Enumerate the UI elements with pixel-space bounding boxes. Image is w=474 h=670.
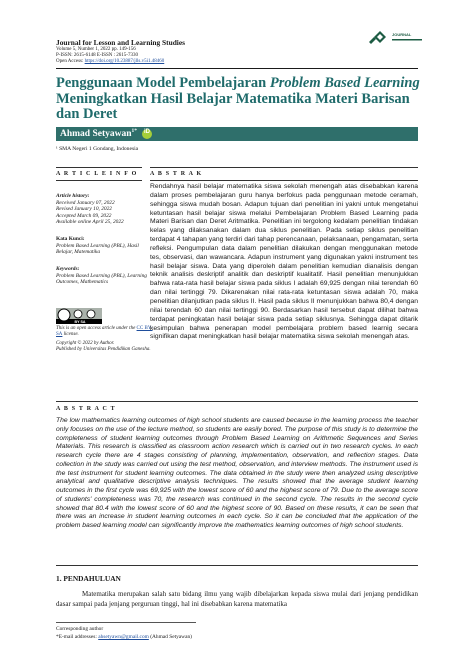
affiliation: ¹ SMA Negeri 1 Gondang, Indonesia — [56, 146, 139, 152]
keywords-label: Keywords: — [56, 266, 80, 272]
cc-badge-text: BY SA — [74, 320, 86, 324]
journal-name: Journal for Lesson and Learning Studies — [56, 38, 186, 47]
copyright-line-1: Copyright © 2022 by Author. — [56, 341, 115, 346]
license-text: This is an open access article under the — [56, 326, 137, 331]
header-divider — [56, 68, 418, 69]
issn-info: P-ISSN: 2615-6148 E-ISSN : 2615-7330 — [56, 53, 138, 58]
email-tail: (Ahmad Setyawan) — [148, 634, 192, 640]
abstract-text: The low mathematics learning outcomes of high school students are caused because in the learning process the teacher only focuses on the use of the lecture method, so students are easily bored. The purpose of this study is to determine the completeness of student learning outcomes through Problem Based Learning on Arithmetic Sequences and Series Materials. This research is classified as classroom action research which is carried out in two research cycles. In each research cycle there are 4 stages consisting of planning, implementation, observation, and reflection stages. Data collection in the study was carried out using the test method, observation, and interview methods. The instrument used is the test instrument for student learning outcomes. The data obtained in the study were then analyzed using descriptive analytical and qualitative descriptive analysis techniques. The results showed that the average student learning outcomes in the first cycle was 69,925 with the lowest score of 60 and the highest score of 79. Due to the average score of students' completeness was 70, the research was continued in the second cycle. The results in the second cycle showed that 80.4 with the lowest score of 60 and the highest score of 90. Based on these results, it can be seen that there was an increase in student learning outcomes in each cycle. So it can be concluded that the application of the problem based learning model can significantly improve the mathematics learning outcomes of high school students. — [56, 417, 418, 529]
intro-text — [56, 589, 418, 609]
received-date: Received January 07, 2022 — [56, 199, 115, 206]
open-access-line — [56, 59, 164, 65]
abstrak-rule-bottom — [150, 180, 418, 181]
title-part-1: Penggunaan Model Pembelajaran — [56, 75, 270, 91]
orcid-icon[interactable] — [142, 129, 152, 139]
copyright-line-2: Published by Universitas Pendidikan Ganesha. — [56, 347, 151, 352]
volume-info: Volume 5, Number 1, 2022 pp. 149-156 — [56, 47, 136, 52]
history-label: Article history: — [56, 193, 90, 199]
abstract-rule-top — [56, 401, 418, 402]
abstract-heading: A B S T R A C T — [56, 406, 116, 412]
author-sup: 1* — [131, 128, 138, 134]
revised-date: Revised January 10, 2022 — [56, 206, 112, 213]
copyright-note — [56, 341, 156, 353]
doi-link[interactable]: https://doi.org/10.23887/jlls.v5i1.48460 — [84, 59, 165, 64]
abstrak-rule-top — [150, 167, 418, 168]
open-access-label: Open Access: — [56, 59, 85, 64]
abstract-rule-bottom — [56, 565, 418, 566]
keywords-block — [56, 266, 156, 286]
title-part-3: Meningkatkan Hasil Belajar Matematika Materi Barisan dan Deret — [56, 90, 410, 122]
orcid-glyph: iD — [144, 129, 150, 135]
license-tail: license. — [62, 332, 79, 337]
keywords-values: Problem Based Learning (PBL), Learning Outcomes, Mathematics — [56, 272, 147, 286]
article-info-rule-top — [56, 167, 142, 168]
title-part-2: Problem Based Learning — [269, 75, 420, 91]
journal-logo — [366, 28, 426, 50]
email-label: *E-mail addresses: — [56, 634, 99, 640]
footnote-email — [56, 634, 192, 640]
cc-by-sa-badge[interactable] — [56, 308, 102, 324]
kata-kunci-block — [56, 236, 156, 256]
accepted-date: Accepted March 09, 2022 — [56, 212, 112, 219]
author-name: Ahmad Setyawan — [60, 129, 132, 140]
footnote-label: Corresponding author — [56, 626, 104, 632]
logo-text: JOURNAL — [392, 32, 412, 37]
cc-license-link[interactable]: CC BY-SA — [56, 326, 153, 337]
article-title — [56, 76, 426, 123]
intro-heading: 1. PENDAHULUAN — [56, 574, 121, 583]
abstrak-text: Rendahnya hasil belajar matematika siswa sekolah menengah atas disebabkan karena dalam proses pembelajaran guru hanya berfokus pada penggunaan metode ceramah, sehingga siswa mudah bosan. Adapun tujuan dari penelitian ini yakni untuk mengetahui ketuntasan hasil belajar siswa melalui Pembelajaran Problem Based Learning pada Materi Barisan dan Deret Aritmatika. Penelitian ini tergolong kedalam penelitian tindakan kelas yang dilaksanakan dalam dua siklus penelitian. Pada setiap siklus penelitian terdapat 4 tahapan yang terdiri dari tahap perencanaan, pelaksanaan, pengamatan, serta refleksi. Pengumpulan data dalam penelitian dilakukan dengan menggunakan metode tes, observasi, dan wawancara. Adapun instrument yang digunakan yakni instrument tes hasil belajar siswa. Data yang diperoleh dalam penelitian kemudian dianalisis dengan teknik analisis deskriptif analitik dan deskriptif kualitatif. Hasil penelitian menunjukkan bahwa rata-rata hasil belajar siswa pada siklus I adalah 69,925 dengan nilai terendah 60 dan nilai tertinggi 79. Dikarenakan nilai rata-rata ketuntasan siswa adalah 70, maka penelitian dilanjutkan pada siklus II. Hasil pada siklus II menunjukkan bahwa 80,4 dengan nilai terendah 60 dan nilai tertinggi 90. Berdasarkan hasil tersebut dapat dilihat bahwa terdapat peningkatan hasil belajar siswa pada setiap siklusnya. Sehingga dapat ditarik kesimpulan bahwa penerapan model pembelajara problem based learnig secara signifikan dapat meningkatkan hasil belajar matematika siswa sekolah menengah atas. — [150, 183, 418, 341]
article-history — [56, 193, 156, 226]
article-info-rule-bottom — [56, 180, 142, 181]
license-note — [56, 326, 156, 338]
footnote-rule — [56, 622, 196, 623]
email-link[interactable]: ahsetyawn@gmail.com — [98, 634, 149, 640]
article-info-heading: A R T I C L E I N F O — [56, 171, 138, 177]
intro-paragraph: Matematika merupakan salah satu bidang ilmu yang wajib dibelajarkan kepada siswa mulai dari jenjang pendidikan dasar sampai pada jenjang perguruan tinggi, hal ini disebabkan karena matematika — [56, 590, 418, 608]
online-date: Available online April 25, 2022 — [56, 219, 124, 226]
kata-kunci-values: Problem Based Learning (PBL), Hasil Belajar, Matematika — [56, 242, 139, 256]
abstrak-heading: A B S T R A K — [150, 171, 203, 177]
kata-kunci-label: Kata Kunci: — [56, 236, 85, 242]
author-name-line — [60, 128, 137, 139]
